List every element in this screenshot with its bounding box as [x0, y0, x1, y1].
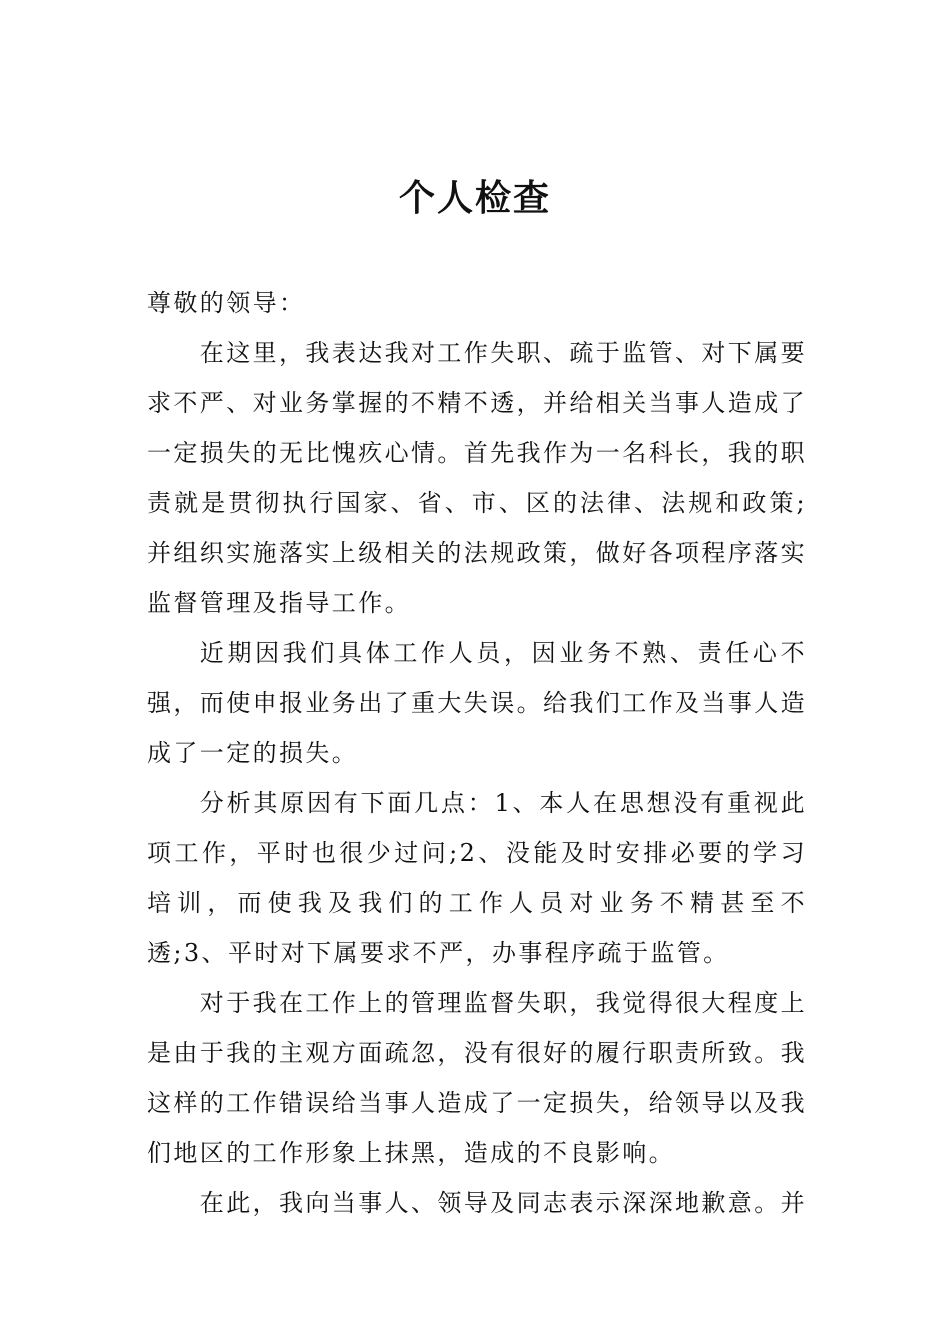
document-title: 个人检查 — [398, 177, 551, 219]
paragraph-1: 在这里，我表达我对工作失职、疏于监管、对下属要求不严、对业务掌握的不精不透，并给相关当事人造成了一定损失的无比愧疚心情。首先我作为一名科长，我的职责就是贯彻执行国家、省、市、区的法律、法规和政策;并组织实施落实上级相关的法规政策，做好各项程序落实监督管理及指导工作。 — [147, 339, 807, 617]
paragraph-5: 在此，我向当事人、领导及同志表示深深地歉意。并 — [199, 1189, 807, 1217]
document-body — [147, 278, 807, 1228]
salutation: 尊敬的领导： — [147, 289, 306, 317]
paragraph-4: 对于我在工作上的管理监督失职，我觉得很大程度上是由于我的主观方面疏忽，没有很好的履行职责所致。我这样的工作错误给当事人造成了一定损失，给领导以及我们地区的工作形象上抹黑，造成的不良影响。 — [147, 989, 807, 1167]
paragraph-2: 近期因我们具体工作人员，因业务不熟、责任心不强，而使申报业务出了重大失误。给我们工作及当事人造成了一定的损失。 — [147, 639, 807, 767]
paragraph-3: 分析其原因有下面几点：1、本人在思想没有重视此项工作，平时也很少过问;2、没能及时安排必要的学习培训，而使我及我们的工作人员对业务不精甚至不透;3、平时对下属要求不严，办事程序疏于监管。 — [147, 789, 807, 967]
